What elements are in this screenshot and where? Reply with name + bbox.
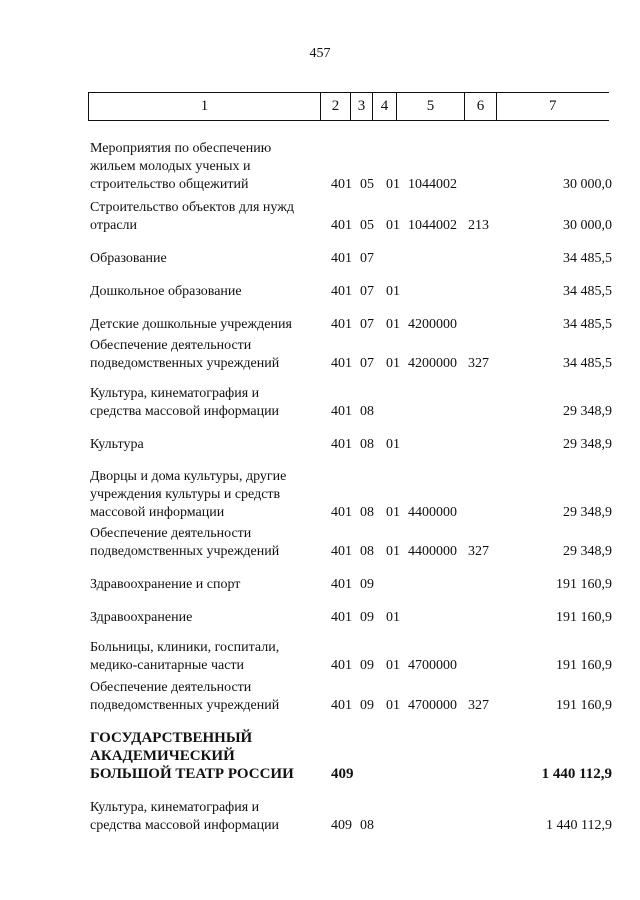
row-code-c6: 327: [468, 544, 489, 559]
row-name: [90, 576, 322, 594]
table-row: [0, 799, 640, 835]
row-code-c5: 1044002: [408, 218, 457, 233]
row-name-line: отрасли: [90, 218, 138, 233]
row-code-c2: 401: [331, 577, 352, 592]
row-code-c2: 401: [331, 356, 352, 371]
row-name-line: Строительство объектов для нужд: [90, 200, 295, 215]
row-code-c2: 401: [331, 698, 352, 713]
row-code-c7: 34 485,5: [563, 251, 612, 266]
table-row: [0, 639, 640, 675]
row-name: [90, 385, 322, 421]
row-name-line: Обеспечение деятельности: [90, 680, 252, 695]
row-code-c7: 34 485,5: [563, 356, 612, 371]
row-code-c2: 401: [331, 505, 352, 520]
table-row: [0, 283, 640, 301]
column-header-1: 1: [89, 93, 321, 121]
table-row: [0, 199, 640, 235]
row-code-c3: 09: [360, 577, 374, 592]
row-code-c2: 401: [331, 437, 352, 452]
row-name-line: медико-санитарные части: [90, 658, 245, 673]
row-code-c2: 401: [331, 317, 352, 332]
row-code-c4: 01: [386, 317, 400, 332]
row-code-c5: 4200000: [408, 356, 457, 371]
row-code-c2: 401: [331, 544, 352, 559]
row-name-line: средства массовой информации: [90, 404, 280, 419]
row-code-c5: 4400000: [408, 544, 457, 559]
row-code-c7: 1 440 112,9: [541, 766, 612, 782]
row-name: [90, 199, 322, 235]
row-code-c2: 409: [331, 818, 352, 833]
row-code-c7: 30 000,0: [563, 218, 612, 233]
row-code-c3: 07: [360, 284, 374, 299]
row-code-c4: 01: [386, 177, 400, 192]
row-code-c7: 34 485,5: [563, 317, 612, 332]
page-number: 457: [309, 46, 331, 61]
row-name: [90, 679, 322, 715]
row-code-c4: 01: [386, 356, 400, 371]
row-name: [90, 525, 322, 561]
row-name-line: подведомственных учреждений: [90, 698, 280, 713]
row-code-c2: 401: [331, 218, 352, 233]
row-code-c3: 08: [360, 818, 374, 833]
row-code-c5: 1044002: [408, 177, 457, 192]
row-code-c7: 29 348,9: [563, 544, 612, 559]
column-header-3: 3: [351, 93, 373, 121]
row-code-c3: 09: [360, 698, 374, 713]
column-header-6: 6: [465, 93, 497, 121]
row-code-c7: 191 160,9: [556, 658, 612, 673]
row-name-line: АКАДЕМИЧЕСКИЙ: [90, 748, 235, 764]
row-code-c6: 327: [468, 698, 489, 713]
row-name-line: Здравоохранение: [90, 610, 193, 625]
row-code-c2: 401: [331, 658, 352, 673]
row-code-c3: 05: [360, 177, 374, 192]
row-code-c2: 409: [331, 766, 354, 782]
row-code-c4: 01: [386, 284, 400, 299]
table-row: [0, 679, 640, 715]
row-code-c4: 01: [386, 218, 400, 233]
row-name-line: строительство общежитий: [90, 177, 249, 192]
table-row: [0, 250, 640, 268]
row-code-c7: 191 160,9: [556, 698, 612, 713]
row-name-line: Культура: [90, 437, 144, 452]
row-code-c2: 401: [331, 610, 352, 625]
row-name-line: подведомственных учреждений: [90, 356, 280, 371]
row-name: [90, 283, 322, 301]
row-name: [90, 729, 322, 783]
row-code-c3: 09: [360, 658, 374, 673]
row-name-line: Образование: [90, 251, 167, 266]
row-code-c7: 1 440 112,9: [546, 818, 612, 833]
table-row: [0, 468, 640, 522]
row-name-line: учреждения культуры и средств: [90, 487, 281, 502]
row-code-c3: 07: [360, 356, 374, 371]
row-name-line: Культура, кинематография и: [90, 800, 260, 815]
row-name: [90, 337, 322, 373]
row-code-c3: 08: [360, 404, 374, 419]
row-code-c4: 01: [386, 544, 400, 559]
row-code-c2: 401: [331, 284, 352, 299]
row-name-line: Культура, кинематография и: [90, 386, 260, 401]
row-code-c2: 401: [331, 251, 352, 266]
row-name-line: Детские дошкольные учреждения: [90, 317, 292, 332]
row-name-line: Дворцы и дома культуры, другие: [90, 469, 287, 484]
row-code-c3: 07: [360, 251, 374, 266]
row-name-line: Обеспечение деятельности: [90, 338, 252, 353]
row-code-c4: 01: [386, 437, 400, 452]
row-name: [90, 316, 322, 334]
row-code-c3: 08: [360, 505, 374, 520]
row-code-c5: 4700000: [408, 698, 457, 713]
row-name-line: Мероприятия по обеспечению: [90, 141, 272, 156]
column-header-2: 2: [321, 93, 351, 121]
row-name-line: жильем молодых ученых и: [90, 159, 251, 174]
row-name-line: Обеспечение деятельности: [90, 526, 252, 541]
row-name: [90, 436, 322, 454]
table-row: [0, 609, 640, 627]
table-row: [0, 385, 640, 421]
row-name-line: подведомственных учреждений: [90, 544, 280, 559]
row-code-c2: 401: [331, 177, 352, 192]
row-code-c4: 01: [386, 658, 400, 673]
table-row: [0, 525, 640, 561]
row-code-c7: 30 000,0: [563, 177, 612, 192]
table-row: [0, 576, 640, 594]
table-row: [0, 436, 640, 454]
row-code-c5: 4200000: [408, 317, 457, 332]
row-code-c7: 191 160,9: [556, 610, 612, 625]
column-header-4: 4: [373, 93, 397, 121]
row-name: [90, 799, 322, 835]
row-name-line: БОЛЬШОЙ ТЕАТР РОССИИ: [90, 766, 294, 782]
table-row: [0, 140, 640, 194]
row-code-c4: 01: [386, 505, 400, 520]
row-name: [90, 609, 322, 627]
table-row: [0, 337, 640, 373]
row-code-c7: 191 160,9: [556, 577, 612, 592]
row-code-c5: 4700000: [408, 658, 457, 673]
column-header-5: 5: [397, 93, 465, 121]
row-code-c2: 401: [331, 404, 352, 419]
row-code-c6: 327: [468, 356, 489, 371]
row-code-c3: 09: [360, 610, 374, 625]
row-code-c7: 34 485,5: [563, 284, 612, 299]
table-row: [0, 316, 640, 334]
column-header-7: 7: [497, 93, 609, 121]
row-code-c3: 08: [360, 437, 374, 452]
table-row: [0, 723, 640, 783]
row-name-line: Здравоохранение и спорт: [90, 577, 241, 592]
row-name-line: средства массовой информации: [90, 818, 280, 833]
row-code-c7: 29 348,9: [563, 404, 612, 419]
row-code-c5: 4400000: [408, 505, 457, 520]
row-name: [90, 140, 322, 194]
row-name: [90, 639, 322, 675]
row-name-line: Больницы, клиники, госпитали,: [90, 640, 280, 655]
row-name-line: Дошкольное образование: [90, 284, 242, 299]
row-code-c3: 05: [360, 218, 374, 233]
row-code-c7: 29 348,9: [563, 505, 612, 520]
row-code-c4: 01: [386, 698, 400, 713]
row-name-line: массовой информации: [90, 505, 225, 520]
row-code-c7: 29 348,9: [563, 437, 612, 452]
row-name-line: ГОСУДАРСТВЕННЫЙ: [90, 730, 253, 746]
row-name: [90, 250, 322, 268]
row-code-c4: 01: [386, 610, 400, 625]
row-code-c3: 07: [360, 317, 374, 332]
row-code-c6: 213: [468, 218, 489, 233]
row-code-c3: 08: [360, 544, 374, 559]
row-name: [90, 468, 322, 522]
